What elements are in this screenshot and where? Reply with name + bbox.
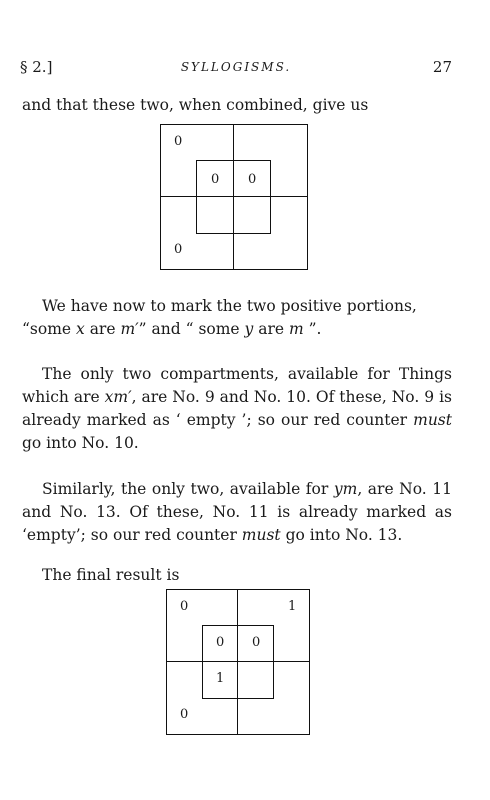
mark-inner-top-left: 0 bbox=[216, 635, 225, 650]
paragraph-final-result: The final result is bbox=[42, 566, 180, 584]
section-number: § 2.] bbox=[20, 58, 53, 76]
diagram-final bbox=[166, 589, 310, 735]
intro-text: and that these two, when combined, give us bbox=[22, 96, 369, 114]
diagram-tick bbox=[271, 196, 275, 197]
mark-bottom-left: 0 bbox=[174, 242, 183, 257]
mark-inner-top-right: 0 bbox=[248, 172, 257, 187]
paragraph-positive-portions: We have now to mark the two positive portions, “some x are m′” and “ some y are m ”. bbox=[22, 297, 417, 338]
mark-top-right: 1 bbox=[288, 599, 297, 614]
mark-inner-top-left: 0 bbox=[211, 172, 220, 187]
diagram-inner-square bbox=[196, 160, 271, 234]
mark-top-left: 0 bbox=[174, 134, 183, 149]
mark-inner-top-right: 0 bbox=[252, 635, 261, 650]
mark-top-left: 0 bbox=[180, 599, 189, 614]
page-header bbox=[20, 58, 452, 80]
page-number: 27 bbox=[432, 58, 452, 76]
diagram-combined bbox=[160, 124, 308, 270]
diagram-inner-square bbox=[202, 625, 274, 699]
paragraph-compartments-xm: The only two compartments, available for Things which are xm′, are No. 9 and No. 10. Of these, No. 9 is already marked as ‘ empty ’; so our red counter must go into No. 10. bbox=[22, 365, 452, 452]
running-title: SYLLOGISMS. bbox=[180, 60, 292, 74]
mark-bottom-left: 0 bbox=[180, 707, 189, 722]
mark-inner-bottom-left: 1 bbox=[216, 671, 225, 686]
paragraph-compartments-ym: Similarly, the only two, available for ym, are No. 11 and No. 13. Of these, No. 11 is already marked as ‘empty’; so our red counter must go into No. 13. bbox=[22, 480, 452, 544]
